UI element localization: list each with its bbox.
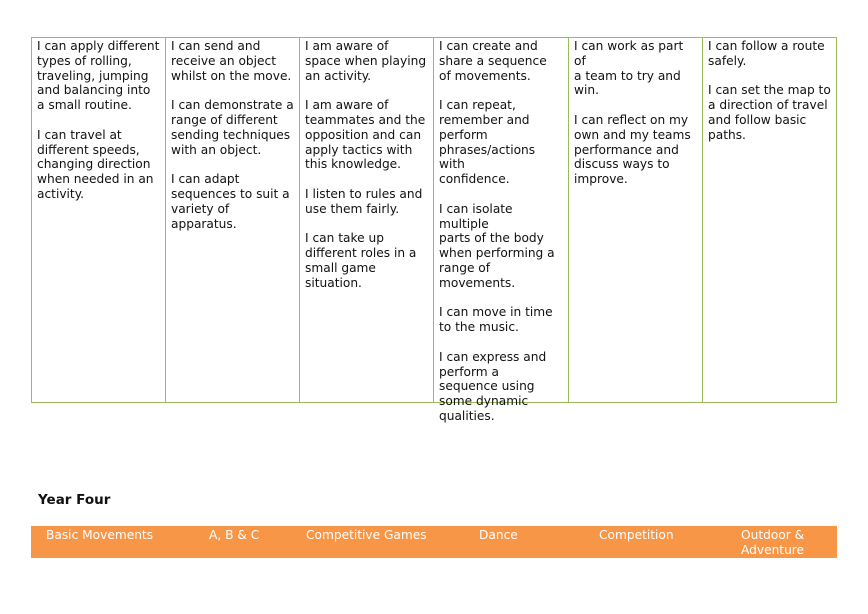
cell-paragraph: I can travel at different speeds, changing direction when needed in an activity.: [37, 127, 154, 201]
column-header-competition: Competition: [599, 528, 674, 542]
column-header-basic-movements: Basic Movements: [46, 528, 154, 542]
column-header-outdoor-adventure: Outdoor & Adventure: [741, 528, 805, 557]
cell-paragraph: I can repeat, remember and perform phrases/actions with confidence.: [439, 98, 536, 187]
table-cell-abc: [166, 38, 300, 402]
cell-paragraph: I can demonstrate a range of different sending techniques with an object.: [171, 98, 294, 157]
cell-paragraph: I can move in time to the music.: [439, 305, 553, 335]
cell-paragraph: I can create and share a sequence of movements.: [439, 39, 547, 83]
table-cell-competition: [569, 38, 703, 402]
table-cell-dance: [434, 38, 569, 423]
table-header-row: [31, 526, 837, 558]
cell-paragraph: I can reflect on my own and my teams performance and discuss ways to improve.: [574, 112, 691, 187]
section-heading-year-four: Year Four: [38, 492, 111, 508]
column-header-abc: A, B & C: [209, 528, 260, 542]
table-cell-basic-movements: [32, 38, 166, 402]
cell-paragraph: I can express and perform a sequence using some dynamic qualities.: [439, 349, 547, 423]
column-header-dance: Dance: [479, 528, 518, 542]
cell-paragraph: I can send and receive an object whilst on the move.: [171, 39, 292, 83]
table-cell-outdoor-adventure: [703, 38, 836, 402]
column-header-competitive-games: Competitive Games: [306, 528, 427, 542]
cell-paragraph: I am aware of teammates and the opposition and can apply tactics with this knowledge.: [305, 98, 426, 172]
cell-paragraph: I can work as part of a team to try and win.: [574, 39, 684, 98]
cell-paragraph: I am aware of space when playing an activity.: [305, 39, 427, 83]
cell-paragraph: I can isolate multiple parts of the body when performing a range of movements.: [439, 201, 555, 290]
curriculum-table: [31, 37, 837, 423]
cell-paragraph: I can take up different roles in a small game situation.: [305, 231, 417, 290]
cell-paragraph: I can adapt sequences to suit a variety of apparatus.: [171, 172, 290, 231]
cell-paragraph: I can set the map to a direction of travel and follow basic paths.: [708, 83, 831, 142]
cell-paragraph: I can apply different types of rolling, traveling, jumping and balancing into a small routine.: [37, 39, 160, 113]
table-cell-competitive-games: [300, 38, 434, 402]
cell-paragraph: I can follow a route safely.: [708, 39, 825, 68]
cell-paragraph: I listen to rules and use them fairly.: [305, 186, 423, 216]
